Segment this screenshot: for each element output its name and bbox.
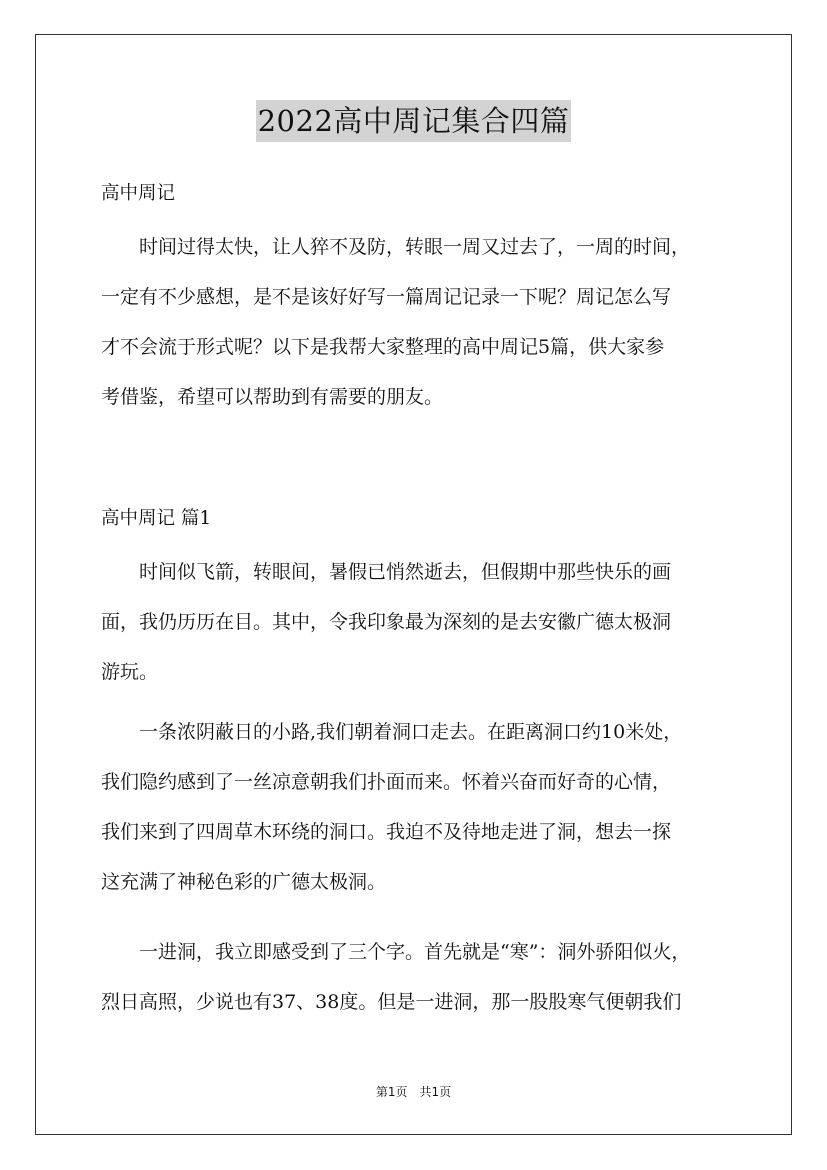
paragraph-line: 烈日高照，少说也有37、38度。但是一进洞，那一股股寒气便朝我们 bbox=[101, 991, 682, 1013]
paragraph-line: 才不会流于形式呢？以下是我帮大家整理的高中周记5篇，供大家参 bbox=[101, 336, 665, 358]
paragraph-line: 游玩。 bbox=[101, 661, 159, 683]
paragraph-line: 一条浓阴蔽日的小路,我们朝着洞口走去。在距离洞口约10米处， bbox=[101, 721, 683, 743]
title-container bbox=[0, 100, 827, 142]
paragraph-line: 一定有不少感想，是不是该好好写一篇周记记录一下呢？周记怎么写 bbox=[101, 286, 672, 308]
paragraph-line: 一进洞，我立即感受到了三个字。首先就是“寒”：洞外骄阳似火， bbox=[101, 941, 691, 963]
paragraph-line: 时间似飞箭，转眼间，暑假已悄然逝去，但假期中那些快乐的画 bbox=[101, 561, 672, 583]
page-footer: 第1页 共1页 bbox=[375, 1085, 452, 1099]
article-heading: 高中周记 篇1 bbox=[101, 508, 212, 529]
section-heading: 高中周记 bbox=[101, 183, 176, 204]
paragraph-3 bbox=[101, 927, 741, 1027]
paragraph-line: 这充满了神秘色彩的广德太极洞。 bbox=[101, 871, 387, 893]
paragraph-line: 考借鉴，希望可以帮助到有需要的朋友。 bbox=[101, 386, 444, 408]
paragraph-2 bbox=[101, 707, 741, 907]
paragraph-line: 面，我仍历历在目。其中，令我印象最为深刻的是去安徽广德太极洞 bbox=[101, 611, 672, 633]
paragraph-1 bbox=[101, 547, 741, 697]
paragraph-line: 我们来到了四周草木环绕的洞口。我迫不及待地走进了洞，想去一探 bbox=[101, 821, 672, 843]
paragraph-line: 我们隐约感到了一丝凉意朝我们扑面而来。怀着兴奋而好奇的心情， bbox=[101, 771, 672, 793]
paragraph-line: 时间过得太快，让人猝不及防，转眼一周又过去了，一周的时间， bbox=[101, 236, 691, 258]
document-title: 2022高中周记集合四篇 bbox=[256, 100, 572, 142]
intro-paragraph bbox=[101, 222, 741, 422]
